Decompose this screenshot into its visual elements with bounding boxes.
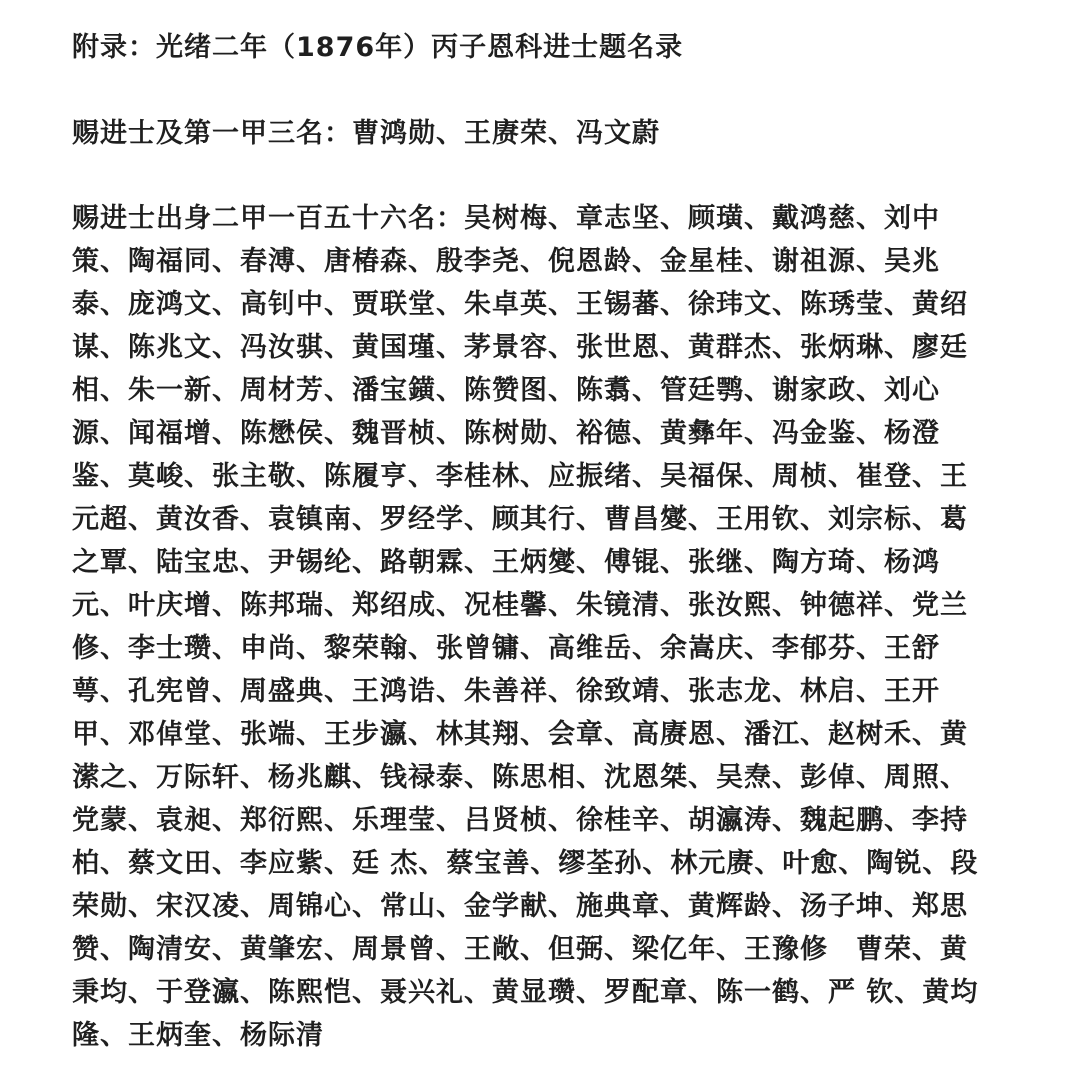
list-line: 荣勋、宋汉凌、周锦心、常山、金学献、施典章、黄辉龄、汤子坤、郑思 xyxy=(72,891,968,922)
list-line: 相、朱一新、周材芳、潘宝鐄、陈赞图、陈翥、管廷鹗、谢家政、刘心 xyxy=(72,375,940,406)
list-line: 策、陶福同、春溥、唐椿森、殷李尧、倪恩龄、金星桂、谢祖源、吴兆 xyxy=(72,246,940,277)
list-line: 赞、陶清安、黄肇宏、周景曾、王敞、但弼、梁亿年、王豫修 曹荣、黄 xyxy=(72,934,968,965)
list-line: 柏、蔡文田、李应紫、廷 杰、蔡宝善、缪荃孙、林元赓、叶愈、陶锐、段 xyxy=(72,848,979,879)
list-line: 党蒙、袁昶、郑衍熙、乐理莹、吕贤桢、徐桂辛、胡瀛涛、魏起鹏、李持 xyxy=(72,805,968,836)
list-line: 赐进士出身二甲一百五十六名：吴树梅、章志坚、顾璜、戴鸿慈、刘中 xyxy=(72,203,940,234)
first-rank-list: 赐进士及第一甲三名：曹鸿勋、王赓荣、冯文蔚 xyxy=(72,118,660,149)
list-line: 鉴、莫峻、张主敬、陈履亨、李桂林、应振绪、吴福保、周桢、崔登、王 xyxy=(72,461,968,492)
list-line: 萼、孔宪曾、周盛典、王鸿诰、朱善祥、徐致靖、张志龙、林启、王开 xyxy=(72,676,940,707)
list-line: 谋、陈兆文、冯汝骐、黄国瑾、茅景容、张世恩、黄群杰、张炳琳、廖廷 xyxy=(72,332,968,363)
list-line: 之覃、陆宝忠、尹锡纶、路朝霖、王炳夑、傅锟、张继、陶方琦、杨鸿 xyxy=(72,547,940,578)
list-line: 源、闻福增、陈懋侯、魏晋桢、陈树勋、裕德、黄彝年、冯金鉴、杨澄 xyxy=(72,418,940,449)
list-line: 秉均、于登瀛、陈熙恺、聂兴礼、黄显瓒、罗配章、陈一鹤、严 钦、黄均 xyxy=(72,977,979,1008)
list-line: 元、叶庆增、陈邦瑞、郑绍成、况桂馨、朱镜清、张汝熙、钟德祥、党兰 xyxy=(72,590,968,621)
list-line: 修、李士瓒、申尚、黎荣翰、张曾镛、高维岳、余嵩庆、李郁芬、王舒 xyxy=(72,633,940,664)
list-line: 潆之、万际轩、杨兆麒、钱禄泰、陈思相、沈恩桀、吴焘、彭倬、周照、 xyxy=(72,762,968,793)
list-line: 甲、邓倬堂、张端、王步瀛、林其翔、会章、高赓恩、潘江、赵树禾、黄 xyxy=(72,719,968,750)
document-heading: 附录：光绪二年（1876年）丙子恩科进士题名录 xyxy=(72,32,684,63)
list-line: 隆、王炳奎、杨际清 xyxy=(72,1020,324,1051)
list-line: 泰、庞鸿文、高钊中、贾联堂、朱卓英、王锡蕃、徐玮文、陈琇莹、黄绍 xyxy=(72,289,968,320)
list-line: 元超、黄汝香、袁镇南、罗经学、顾其行、曹昌夑、王用钦、刘宗标、葛 xyxy=(72,504,968,535)
